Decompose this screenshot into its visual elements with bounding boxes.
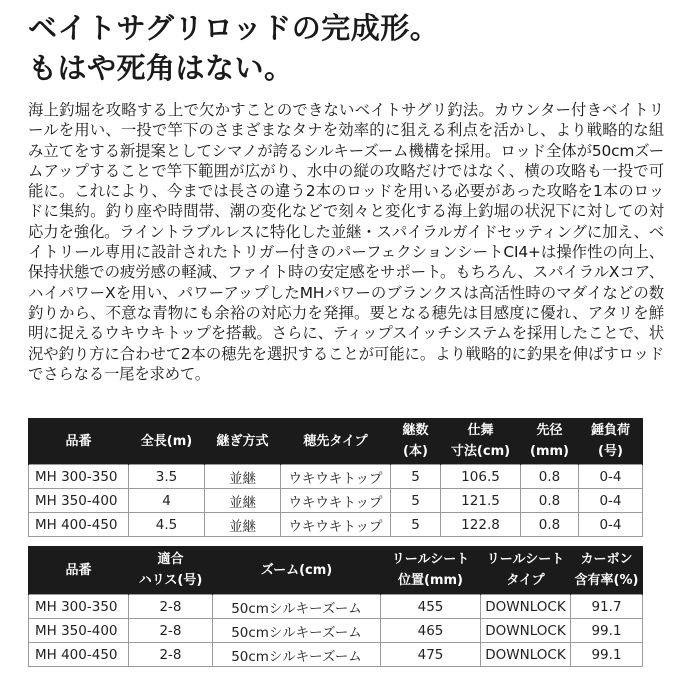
t2-cell-reel-seat-position: 465 — [381, 619, 481, 643]
t2-cell-carbon-content: 99.1 — [571, 619, 643, 643]
table-row — [29, 643, 643, 667]
t2-cell-reel-seat-position: 475 — [381, 643, 481, 667]
t2-header-reel-seat-position: リールシート 位置(mm) — [381, 546, 481, 595]
spec-table-2-header-row — [29, 546, 643, 595]
t2-cell-zoom: 50cmシルキーズーム — [213, 619, 381, 643]
description-paragraph: 海上釣堀を攻略する上で欠かすことのできないベイトサグリ釣法。カウンター付きベイトリールを用い、一投で竿下のさまざまなタナを効率的に狙える利点を活かし、より戦略的な組み立てをする新提案としてシマノが誇るシルキーズーム機構を採用。ロッド全体が50cmズームアップすることで竿下範囲が広がり、水中の縦の攻略だけではなく、横の攻略も一投で可能に。これにより、今までは長さの違う2本のロッドを用いる必要があった攻略を1本のロッドに集約。釣り座や時間帯、潮の変化などで刻々と変化する海上釣堀の状況下に対しての対応力を強化。ライントラブルレスに特化した並継・スパイラルガイドセッティングに加え、ベイトリール専用に設計されたトリガー付きのパーフェクションシートCI4+は操作性の向上、保持状態での疲労感の軽減、ファイト時の安定感をサポート。もちろん、スパイラルXコア、ハイパワーXを用い、パワーアップしたMHパワーのブランクスは高活性時のマダイなどの数釣りから、不意な青物にも余裕の対応力を発揮。要となる穂先は目感度に優れ、アタリを鮮明に捉えるウキウキトップを搭載。さらに、ティップスイッチシステムを採用したことで、状況や釣り方に合わせて2本の穂先を選択することが可能に。より戦略的に釣果を伸ばすロッドでさらなる一尾を求めて。 — [28, 101, 664, 383]
table-row — [29, 619, 643, 643]
t1-cell-length: 3.5 — [129, 465, 205, 489]
t1-cell-lure-weight: 0-4 — [579, 489, 643, 513]
t2-header-carbon-content: カーボン 含有率(%) — [571, 546, 643, 595]
spec-table-1-header-row — [29, 418, 643, 465]
t2-cell-reel-seat-type: DOWNLOCK — [481, 595, 571, 619]
t1-cell-joint: 並継 — [205, 465, 281, 489]
t1-cell-lure-weight: 0-4 — [579, 513, 643, 537]
headline — [28, 8, 668, 88]
headline-line-2: もはや死角はない。 — [28, 51, 294, 85]
t1-header-closed-length: 仕舞 寸法(cm) — [441, 418, 521, 465]
t2-cell-model: MH 350-400 — [29, 619, 129, 643]
t1-cell-sections: 5 — [391, 465, 441, 489]
t2-cell-leader: 2-8 — [129, 595, 213, 619]
t1-cell-sections: 5 — [391, 489, 441, 513]
t1-header-length: 全長(m) — [129, 418, 205, 465]
t1-cell-model: MH 350-400 — [29, 489, 129, 513]
t2-cell-reel-seat-type: DOWNLOCK — [481, 619, 571, 643]
t1-header-tip-type: 穂先タイプ — [281, 418, 391, 465]
table-row — [29, 595, 643, 619]
t1-cell-closed-length: 121.5 — [441, 489, 521, 513]
t2-header-model: 品番 — [29, 546, 129, 595]
t2-cell-model: MH 300-350 — [29, 595, 129, 619]
t2-cell-zoom: 50cmシルキーズーム — [213, 595, 381, 619]
t1-cell-model: MH 400-450 — [29, 513, 129, 537]
t1-header-joint: 継ぎ方式 — [205, 418, 281, 465]
t2-cell-zoom: 50cmシルキーズーム — [213, 643, 381, 667]
t1-cell-sections: 5 — [391, 513, 441, 537]
t1-cell-joint: 並継 — [205, 489, 281, 513]
t1-cell-tip-diameter: 0.8 — [521, 489, 579, 513]
spec-table-2 — [28, 546, 643, 667]
t1-header-model: 品番 — [29, 418, 129, 465]
t1-cell-tip-diameter: 0.8 — [521, 513, 579, 537]
table-row — [29, 513, 643, 537]
t1-header-sections: 継数 (本) — [391, 418, 441, 465]
t1-cell-closed-length: 122.8 — [441, 513, 521, 537]
table-row — [29, 465, 643, 489]
t1-cell-joint: 並継 — [205, 513, 281, 537]
t1-header-tip-diameter: 先径 (mm) — [521, 418, 579, 465]
t1-cell-closed-length: 106.5 — [441, 465, 521, 489]
t2-cell-carbon-content: 99.1 — [571, 643, 643, 667]
t1-cell-model: MH 300-350 — [29, 465, 129, 489]
t1-cell-tip-type: ウキウキトップ — [281, 489, 391, 513]
t1-cell-tip-type: ウキウキトップ — [281, 465, 391, 489]
spec-table-1 — [28, 418, 643, 537]
t1-cell-lure-weight: 0-4 — [579, 465, 643, 489]
t2-header-zoom: ズーム(cm) — [213, 546, 381, 595]
t2-cell-model: MH 400-450 — [29, 643, 129, 667]
t1-cell-length: 4 — [129, 489, 205, 513]
t2-cell-carbon-content: 91.7 — [571, 595, 643, 619]
t1-header-lure-weight: 錘負荷 (号) — [579, 418, 643, 465]
t2-cell-leader: 2-8 — [129, 643, 213, 667]
headline-line-1: ベイトサグリロッドの完成形。 — [28, 11, 440, 45]
t2-header-reel-seat-type: リールシート タイプ — [481, 546, 571, 595]
t2-cell-leader: 2-8 — [129, 619, 213, 643]
t1-cell-tip-type: ウキウキトップ — [281, 513, 391, 537]
t1-cell-length: 4.5 — [129, 513, 205, 537]
t2-header-leader: 適合 ハリス(号) — [129, 546, 213, 595]
t2-cell-reel-seat-type: DOWNLOCK — [481, 643, 571, 667]
t2-cell-reel-seat-position: 455 — [381, 595, 481, 619]
table-row — [29, 489, 643, 513]
t1-cell-tip-diameter: 0.8 — [521, 465, 579, 489]
